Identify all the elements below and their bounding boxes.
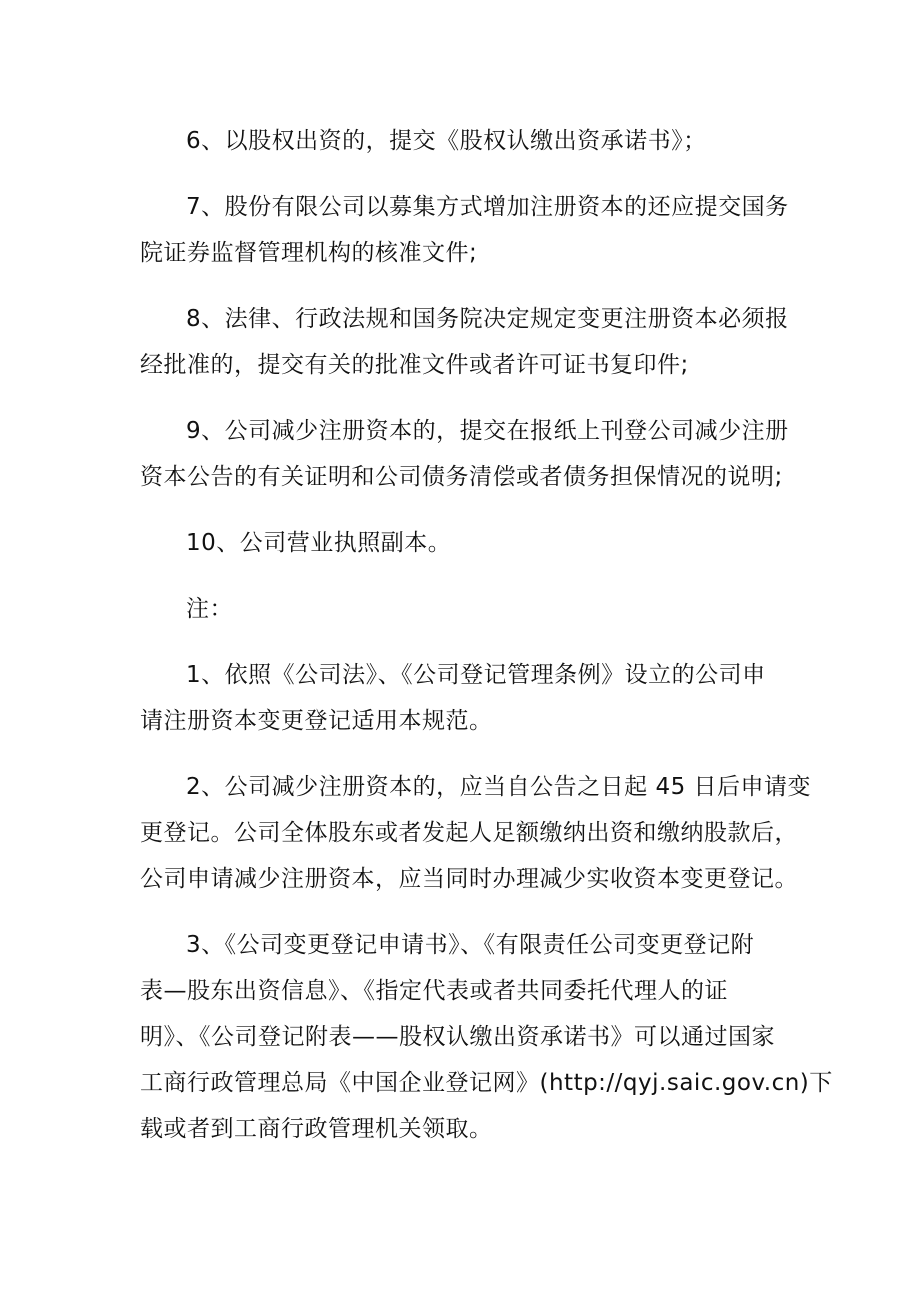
paragraph-item-7 [140, 184, 790, 276]
paragraph-line: 请注册资本变更登记适用本规范。 [140, 708, 493, 734]
note-item-2 [140, 764, 812, 902]
paragraph-line: 表—股东出资信息》、《指定代表或者共同委托代理人的证 [140, 978, 728, 1004]
note-item-1 [140, 652, 790, 744]
paragraph-line: 10、公司营业执照副本。 [186, 530, 452, 556]
paragraph-line: 资本公告的有关证明和公司债务清偿或者债务担保情况的说明; [140, 464, 783, 490]
paragraph-line: 明》、《公司登记附表——股权认缴出资承诺书》可以通过国家 [140, 1024, 775, 1050]
paragraph-line: 2、公司减少注册资本的，应当自公告之日起 45 日后申请变 [186, 774, 812, 800]
paragraph-line: 经批准的，提交有关的批准文件或者许可证书复印件; [140, 352, 689, 378]
paragraph-line: 7、股份有限公司以募集方式增加注册资本的还应提交国务 [186, 194, 789, 220]
paragraph-line: 1、依照《公司法》、《公司登记管理条例》设立的公司申 [186, 662, 766, 688]
paragraph-item-8 [140, 296, 790, 388]
paragraph-line: 9、公司减少注册资本的，提交在报纸上刊登公司减少注册 [186, 418, 789, 444]
document-body [140, 118, 833, 1172]
paragraph-line: 公司申请减少注册资本，应当同时办理减少实收资本变更登记。 [140, 866, 798, 892]
note-item-3 [140, 922, 833, 1152]
paragraph-line: 院证券监督管理机构的核准文件; [140, 240, 478, 266]
paragraph-item-9 [140, 408, 790, 500]
paragraph-line: 6、以股权出资的，提交《股权认缴出资承诺书》； [186, 128, 707, 154]
note-heading [140, 586, 790, 632]
paragraph-line: 更登记。公司全体股东或者发起人足额缴纳出资和缴纳股款后， [140, 820, 798, 846]
paragraph-item-6 [140, 118, 790, 164]
paragraph-line: 工商行政管理总局《中国企业登记网》(http://qyj.saic.gov.cn)下 [140, 1070, 833, 1096]
paragraph-line: 8、法律、行政法规和国务院决定规定变更注册资本必须报 [186, 306, 789, 332]
paragraph-item-10 [140, 520, 790, 566]
paragraph-line: 注： [186, 596, 233, 622]
paragraph-line: 载或者到工商行政管理机关领取。 [140, 1116, 493, 1142]
paragraph-line: 3、《公司变更登记申请书》、《有限责任公司变更登记附 [186, 932, 755, 958]
